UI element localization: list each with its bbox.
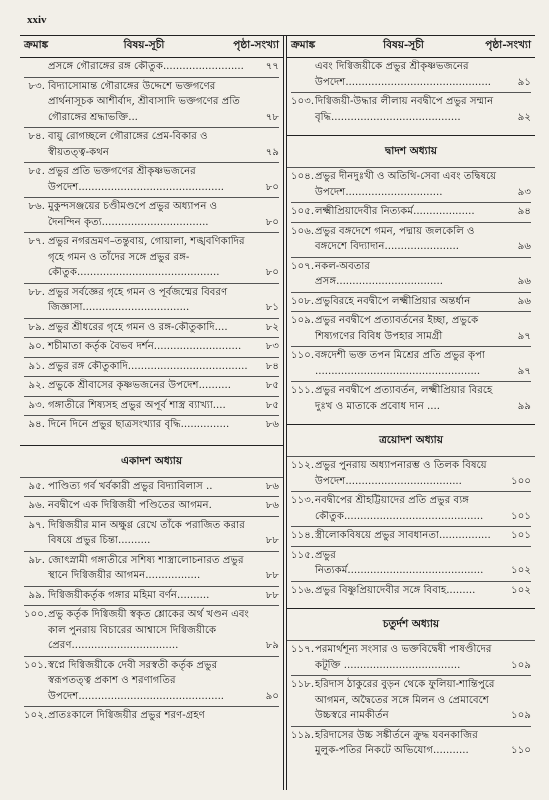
- entry-page: ১০০: [511, 475, 531, 487]
- toc-entry: [24, 377, 279, 397]
- toc-entry: [24, 284, 279, 319]
- toc-entry: [24, 657, 279, 708]
- entry-page: ৯৪: [517, 206, 531, 217]
- entry-number: ৮৪.: [28, 131, 45, 142]
- toc-entry: [24, 78, 279, 129]
- entry-number: ৯৭.: [28, 519, 45, 531]
- entry-number: ৯৯.: [28, 589, 45, 601]
- toc-entry: [291, 58, 531, 93]
- entry-title: প্রভুবিরহে নবদ্বীপে লক্ষ্মীপ্রিয়ার অন্তর্ধান: [315, 295, 471, 307]
- entry-page: ৯২: [517, 111, 531, 123]
- entry-title: প্রভুর শ্রীধরের গৃহে গমন ও রঙ্গ-কৌতুকাদি....: [48, 321, 228, 333]
- right-entries-2: [287, 457, 535, 600]
- entry-title: দিনে দিনে প্রভুর ছাত্রসংখ্যার বৃদ্ধি...............: [48, 419, 230, 430]
- entry-title: শচীমাতা কর্তৃক বৈভব দর্শন...........................: [48, 341, 242, 352]
- entry-page: ৮৮: [265, 570, 279, 581]
- column-header: [20, 36, 283, 58]
- toc-entry: [291, 547, 531, 582]
- toc-entry: [291, 527, 531, 547]
- entry-number: ১১৬.: [291, 584, 315, 596]
- toc-entry: [291, 641, 531, 676]
- entry-page: ৮০: [265, 181, 279, 193]
- entry-title: প্রভুর দীনদুঃখী ও অতিথি-সেবা এবং তদ্বিষয়ে উপদেশ..............................: [315, 171, 497, 198]
- toc-entry: [24, 397, 279, 417]
- entry-page: ৮০: [265, 267, 279, 278]
- entry-number: ৯৬.: [28, 500, 45, 511]
- entry-title: প্রভুর প্রতি ভক্তগণের শ্রীকৃষ্ণভজনের উপদেশ.............................................: [48, 166, 225, 193]
- entry-number: ১০৬.: [291, 225, 315, 237]
- entry-page: ৯১: [517, 76, 531, 88]
- toc-entry: [24, 478, 279, 498]
- entry-number: ১০২.: [24, 710, 48, 721]
- entry-page: ৭৭: [265, 61, 279, 72]
- entry-page: ৯৭: [517, 330, 531, 342]
- entry-title: প্রভুর নিত্যকর্ম..........................................: [315, 549, 484, 576]
- toc-entry: [24, 497, 279, 517]
- left-entries-2: [20, 478, 283, 726]
- toc-entry: [24, 606, 279, 657]
- entry-number: ৮৮.: [28, 286, 45, 298]
- entry-number: ১০৩.: [291, 96, 315, 107]
- entry-title: প্রভুর নগরভ্রমণ–তন্তুবায়, গোয়ালা, শঙ্খবণিকাদির গৃহে গমন ও তাঁদের সঙ্গে প্রভুর রঙ্গ-কৌতুক............................................: [48, 236, 245, 278]
- entry-page: ১০৯: [511, 710, 531, 721]
- entry-title: মুকুন্দসঞ্জয়ের চণ্ডীমণ্ডপে প্রভুর অধ্যাপন ও দৈনন্দিন কৃত্য.................................: [48, 201, 218, 228]
- entry-page: ৮৩: [265, 341, 279, 352]
- entry-title: হরিদাস ঠাকুরের বুড়ন থেকে ফুলিয়া-শান্তিপুরে আগমন, অদ্বৈতের সঙ্গে মিলন ও প্রেমাবেশে উচ্চস্বরে নামকীর্তন: [315, 679, 495, 721]
- toc-entry: [291, 492, 531, 527]
- entry-title: বায়ু রোগচ্ছলে গৌরাঙ্গের প্রেম-বিকার ও স্বীয়তত্ত্ব-কথন: [48, 131, 208, 158]
- entry-number: ১০৫.: [291, 206, 315, 217]
- entry-title: বঙ্গদেশী ভক্ত তপন মিশ্রের প্রতি প্রভুর কৃপা ...................................................: [315, 350, 486, 377]
- entry-number: ১০১.: [24, 659, 48, 671]
- toc-entry: [24, 58, 279, 78]
- entry-title: বিদ্যাসোমান্ত গৌরাঙ্গের উদ্দেশে ভক্তগণের প্রার্থনাসূচক আশীর্বাদ, শ্রীবাসাদি ভক্তগণের প্রতি গৌরাঙ্গের শ্রদ্ধাভক্তি...: [48, 80, 240, 123]
- header-serial: ক্রমাঙ্ক: [24, 39, 49, 51]
- entry-number: ১০৯.: [291, 315, 315, 326]
- toc-entry: [291, 347, 531, 382]
- entry-page: ৮৬: [265, 480, 279, 492]
- entry-number: ১০০.: [24, 609, 48, 620]
- chapter-heading: চতুর্দশ অধ্যায়: [287, 608, 535, 641]
- header-subject: বিষয়-সূচী: [383, 39, 424, 51]
- entry-page: ১০২: [511, 565, 531, 576]
- entry-number: [24, 59, 48, 75]
- entry-page: ১০১: [511, 530, 531, 541]
- entry-number: ১০৮.: [291, 295, 315, 307]
- toc-entry: [291, 93, 531, 127]
- entry-number: ৯১.: [28, 360, 45, 372]
- entry-number: [291, 59, 315, 90]
- entry-title: হরিদাসের উচ্চ সঙ্কীর্তনে ক্রুদ্ধ যবনকাজির মুলুক-পতির নিকটে অভিযোগ...........: [315, 729, 478, 756]
- toc-entry: [24, 552, 279, 587]
- entry-number: ৮৭.: [28, 236, 45, 247]
- entry-number: ১১৫.: [291, 549, 315, 561]
- entry-page: ৮২: [265, 321, 279, 333]
- entry-title: দিগ্বিজয়ীকর্তৃক গঙ্গার মহিমা বর্ণন..........: [48, 589, 210, 601]
- header-serial: ক্রমাঙ্ক: [291, 39, 316, 51]
- toc-entry: [291, 727, 531, 761]
- entry-number: ১১২.: [291, 460, 315, 471]
- entry-number: ১১০.: [291, 350, 315, 361]
- entry-number: ১১৮.: [291, 679, 315, 690]
- entry-page: ৮৫: [265, 380, 279, 391]
- toc-entry: [24, 233, 279, 284]
- entry-title: দিগ্বিজয়ীর মান অক্ষুণ্ণ রেখে তাঁকে পরাজিত করার বিষয়ে প্রভুর চিন্তা..........: [48, 519, 245, 546]
- entry-page: ৯০: [265, 690, 279, 702]
- entry-page: ১০১: [511, 510, 531, 522]
- entry-title: নকল-অবতার প্রসঙ্গ.................................: [315, 260, 443, 287]
- entry-page: ১০৯: [511, 659, 531, 671]
- entry-page: ৮৪: [265, 360, 279, 372]
- entry-page: ৯৬: [517, 276, 531, 287]
- entry-number: ৮৩.: [28, 80, 45, 92]
- entry-title: দিগ্বিজয়ী-উদ্ধার লীলায় নবদ্বীপে প্রভুর সম্মান বৃদ্ধি........................................: [315, 96, 494, 123]
- toc-entry: [291, 582, 531, 601]
- toc-entry: [24, 707, 279, 726]
- entry-number: ১১৭.: [291, 644, 315, 655]
- entry-page: ৯৯: [517, 400, 531, 412]
- entry-title: পরমার্থশূন্য সংসার ও ভক্তবিদ্বেষী পাষণ্ডীদের কটূক্তি ....................................: [315, 644, 492, 671]
- entry-page: ৮৫: [265, 399, 279, 411]
- entry-page: ৮৮: [265, 535, 279, 546]
- entry-number: ৯৪.: [28, 419, 45, 430]
- entry-number: ৯৫.: [28, 480, 45, 492]
- entry-title: গঙ্গাতীরে শিষ্যসহ প্রভুর অপূর্ব শাস্ত্র ব্যাখ্যা....: [48, 399, 226, 411]
- entry-page: ৯৩: [517, 186, 531, 198]
- entry-title: প্রসঙ্গে গৌরাঙ্গের রঙ্গ কৌতুক.........................: [48, 61, 244, 72]
- entry-number: ৮৫.: [28, 166, 45, 177]
- entry-page: ৮৬: [265, 419, 279, 430]
- entry-title: স্ত্রীলোকবিষয়ে প্রভুর সাবধানতা................: [315, 530, 491, 541]
- entry-number: ৯০.: [28, 341, 45, 352]
- entry-title: জোৎস্নামী গঙ্গাতীরে সশিষ্য শাস্ত্রালোচনারত প্রভুর স্থানে দিগ্বিজয়ীর আগমন.................: [48, 554, 244, 581]
- entry-title: পাণ্ডিত্য গর্ব খর্বকারী প্রভুর বিদ্যাবিলাস ..: [48, 480, 213, 492]
- entry-page: ৮৯: [265, 640, 279, 651]
- entry-title: এবং দিগ্বিজয়ীকে প্রভুর শ্রীকৃষ্ণভজনের উপদেশ.............................................: [315, 61, 492, 88]
- entry-page: ৮০: [265, 216, 279, 228]
- entry-number: ১০৭.: [291, 260, 315, 272]
- right-entries-1: [287, 168, 535, 416]
- page-number: xxiv: [27, 14, 47, 26]
- toc-entry: [291, 223, 531, 258]
- left-entries: [20, 58, 283, 435]
- toc-entry: [24, 358, 279, 378]
- entry-number: ৮৯.: [28, 321, 45, 333]
- entry-title: স্বপ্নে দিগ্বিজয়ীকে দেবী সরস্বতী কর্তৃক প্রভুর স্বরূপতত্ত্ব প্রকাশ ও শরণাগতির উপদেশ.............................................: [48, 659, 225, 702]
- entry-number: ১১৩.: [291, 495, 315, 506]
- toc-entry: [291, 457, 531, 492]
- chapter-heading: ত্রয়োদশ অধ্যায়: [287, 424, 535, 457]
- entry-title: প্রভুর সর্বজ্ঞের গৃহে গমন ও পূর্বজন্মের বিবরণ জিজ্ঞাসা.................................: [48, 286, 228, 313]
- toc-entry: [24, 587, 279, 607]
- entry-page: ৭৮: [265, 111, 279, 123]
- entry-title: লক্ষ্মীপ্রিয়াদেবীর নিত্যকর্ম...................: [315, 206, 475, 217]
- entry-page: ৮১: [265, 302, 279, 313]
- entry-page: ৭৯: [265, 146, 279, 158]
- right-entries-3: [287, 641, 535, 761]
- entry-title: প্রভুর বিষ্ণুপ্রিয়াদেবীর সঙ্গে বিবাহ.........: [315, 584, 476, 596]
- toc-entry: [291, 312, 531, 347]
- entry-page: ৮৬: [265, 500, 279, 511]
- entry-number: ১১৪.: [291, 530, 315, 541]
- entry-page: ৯৭: [517, 365, 531, 377]
- toc-entry: [291, 258, 531, 293]
- entry-number: ৯২.: [28, 380, 45, 391]
- header-page: পৃষ্ঠা-সংখ্যা: [233, 39, 279, 51]
- entry-title: প্রভুর পুনরায় অধ্যাপনারম্ভ ও তিলক বিষয়ে উপদেশ....................................: [315, 460, 487, 487]
- entry-page: ১১০: [511, 745, 531, 756]
- toc-entry: [291, 293, 531, 313]
- entry-title: প্রভুকে শ্রীবাসের কৃষ্ণভজনের উপদেশ..........: [48, 380, 231, 391]
- entry-title: নবদ্বীপে এক দিগ্বিজয়ী পণ্ডিতের আগমন.: [48, 500, 212, 511]
- toc-entry: [291, 676, 531, 727]
- toc-entry: [291, 382, 531, 416]
- toc-entry: [24, 198, 279, 233]
- column-header: [287, 36, 535, 58]
- toc-entry: [291, 203, 531, 223]
- toc-entry: [24, 163, 279, 198]
- entry-title: নবদ্বীপের শ্রীহট্টিয়াদের প্রতি প্রভুর ব্যঙ্গ কৌতুক...........................................: [315, 495, 484, 522]
- toc-frame: [20, 35, 535, 790]
- toc-entry: [24, 338, 279, 358]
- right-column: [286, 36, 535, 790]
- toc-entry: [24, 128, 279, 163]
- entry-title: প্রাতঃকালে দিগ্বিজয়ীর প্রভুর শরণ-গ্রহণ: [48, 710, 205, 721]
- entry-number: ৯৩.: [28, 399, 45, 411]
- entry-title: প্রভুর বঙ্গদেশে গমন, পদ্মায় জলকেলি ও বঙ্গদেশে বিদ্যাদান.......................: [315, 225, 475, 252]
- entry-page: ১০২: [511, 584, 531, 596]
- entry-number: ৮৬.: [28, 201, 45, 212]
- left-column: [20, 36, 284, 790]
- entry-title: প্রভু কর্তৃক দিগ্বিজয়ী স্বকৃত শ্লোকের অর্থ খণ্ডন এবং কাল পুনরায় বিচারের আশ্বাসে দিগ্বিজয়ীকে প্রেরণ.................................: [48, 609, 249, 651]
- entry-number: ১১৯.: [291, 729, 315, 741]
- entry-title: প্রভুর নবদ্বীপে প্রত্যাবর্তন, লক্ষ্মীপ্রিয়ার বিরহে দুঃখ ও মাতাকে প্রবোধ দান ....: [315, 385, 493, 412]
- chapter-heading: দ্বাদশ অধ্যায়: [287, 135, 535, 168]
- chapter-heading: একাদশ অধ্যায়: [20, 445, 283, 478]
- entry-title: প্রভুর রঙ্গ কৌতুকাদি.....................................: [48, 360, 248, 372]
- right-entries: [287, 58, 535, 127]
- toc-entry: [24, 416, 279, 435]
- entry-number: ৯৮.: [28, 554, 45, 566]
- toc-entry: [24, 319, 279, 339]
- header-page: পৃষ্ঠা-সংখ্যা: [485, 39, 531, 51]
- entry-number: ১১১.: [291, 385, 315, 396]
- header-subject: বিষয়-সূচী: [123, 39, 165, 51]
- entry-page: ৯৬: [517, 241, 531, 252]
- entry-title: প্রভুর নবদ্বীপে প্রত্যাবর্তনের ইচ্ছা, প্রভুকে শিষ্যগণের বিবিধ উপহার সামগ্রী: [315, 315, 479, 342]
- entry-page: ৮৮: [265, 589, 279, 601]
- toc-entry: [24, 517, 279, 552]
- toc-entry: [291, 168, 531, 203]
- entry-page: ৯৬: [517, 295, 531, 307]
- entry-number: ১০৪.: [291, 171, 315, 182]
